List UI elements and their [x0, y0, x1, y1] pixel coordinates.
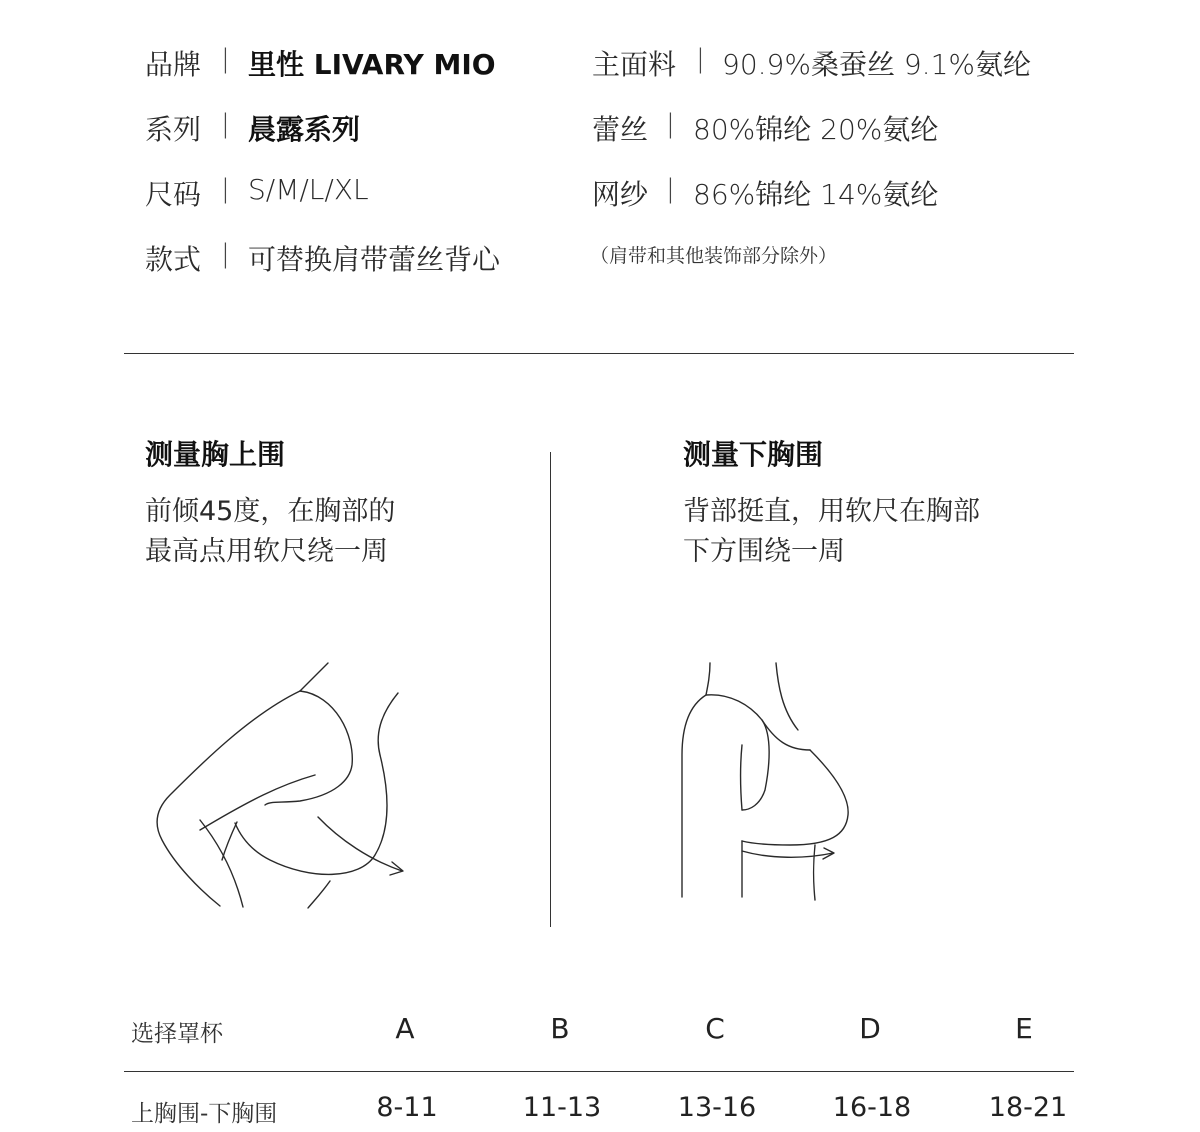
back-line: [378, 693, 398, 755]
spec-label: 蕾丝: [592, 113, 649, 146]
measure-upper-line-2: 最高点用软尺绕一周: [145, 536, 388, 567]
diff-label: 上胸围-下胸围: [131, 1101, 278, 1127]
bust-outline: [742, 750, 848, 845]
neck-left: [706, 663, 710, 695]
torso-front: [814, 845, 816, 900]
spec-label: 主面料: [592, 48, 677, 81]
spec-separator: |: [221, 44, 230, 74]
spec-label: 尺码: [145, 178, 202, 211]
tape-arrow: [742, 851, 833, 857]
spec-label: 品牌: [145, 48, 202, 81]
spec-value-size: S/M/L/XL: [248, 173, 369, 206]
range-cell: 18-21: [988, 1092, 1068, 1123]
range-cell: 13-16: [677, 1092, 757, 1123]
cup-cell: E: [1015, 1012, 1033, 1045]
upper-bust-illustration: [140, 655, 430, 920]
under-bust-illustration: [670, 655, 860, 905]
spec-separator: |: [666, 174, 675, 204]
spec-value-lace: 80%锦纶 20%氨纶: [693, 113, 939, 146]
neck-line: [300, 663, 328, 691]
arm-front: [706, 695, 769, 810]
cup-cell: B: [550, 1012, 570, 1045]
spec-separator: |: [221, 109, 230, 139]
neck-right: [776, 663, 798, 730]
shoulder-arm-top: [157, 691, 300, 906]
section-divider: [124, 353, 1074, 354]
spec-separator: |: [221, 239, 230, 269]
cup-cell: A: [395, 1012, 415, 1045]
table-divider: [124, 1071, 1074, 1072]
measure-upper-title: 测量胸上围: [145, 438, 286, 471]
band-line: [222, 822, 237, 860]
measure-lower-title: 测量下胸围: [683, 438, 824, 471]
range-cell: 16-18: [832, 1092, 912, 1123]
column-divider: [550, 452, 551, 927]
cup-label: 选择罩杯: [131, 1021, 223, 1047]
cup-cell: C: [705, 1012, 725, 1045]
spec-separator: |: [666, 109, 675, 139]
measure-lower-line-1: 背部挺直，用软尺在胸部: [683, 496, 980, 527]
cup-curve: [235, 755, 387, 874]
spec-value-brand: 里性 LIVARY MIO: [248, 48, 496, 81]
shoulder-back: [682, 695, 706, 897]
arm-inner: [741, 745, 743, 810]
cup-cell: D: [859, 1012, 881, 1045]
spec-value-style: 可替换肩带蕾丝背心: [248, 243, 501, 276]
spec-separator: |: [696, 44, 705, 74]
range-cell: 11-13: [522, 1092, 602, 1123]
spec-value-main-fabric: 90.9%桑蚕丝 9.1%氨纶: [722, 48, 1031, 81]
spec-separator: |: [221, 174, 230, 204]
spec-value-mesh: 86%锦纶 14%氨纶: [693, 178, 939, 211]
spec-label: 网纱: [592, 178, 649, 211]
spec-value-series: 晨露系列: [248, 113, 361, 146]
arm-inner: [200, 775, 315, 830]
measure-lower-line-2: 下方围绕一周: [683, 536, 845, 567]
spec-label: 款式: [145, 243, 202, 276]
fabric-note: （肩带和其他装饰部分除外）: [590, 245, 838, 267]
spec-label: 系列: [145, 113, 202, 146]
measure-upper-line-1: 前倾45度，在胸部的: [145, 496, 396, 527]
tape-arrow: [318, 817, 402, 871]
torso-lower: [308, 881, 330, 908]
range-cell: 8-11: [376, 1092, 438, 1123]
